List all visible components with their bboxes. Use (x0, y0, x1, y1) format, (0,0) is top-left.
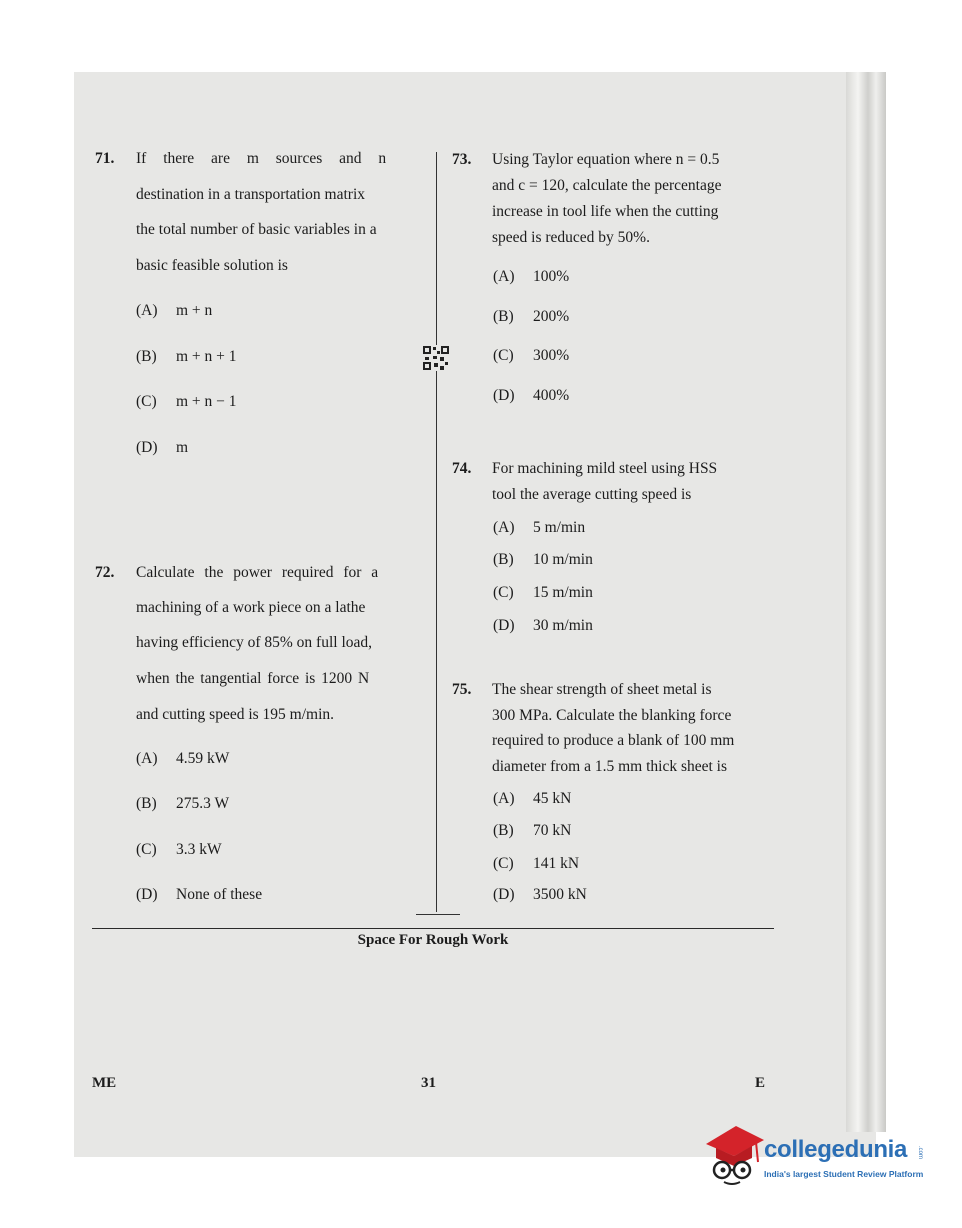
question-text-line: tool the average cutting speed is (492, 486, 692, 503)
logo-domain-suffix: .com (917, 1146, 923, 1160)
option-c[interactable] (136, 393, 237, 411)
option-text: 300% (533, 347, 570, 364)
option-text: 200% (533, 308, 570, 325)
option-label: (D) (493, 886, 515, 903)
question-text-line: For machining mild steel using HSS (492, 460, 718, 477)
option-text: 100% (533, 268, 570, 285)
option-text: 45 kN (533, 790, 572, 807)
option-text: m + n + 1 (176, 348, 237, 365)
logo-tagline: India's largest Student Review Platform (764, 1169, 924, 1179)
option-a[interactable] (493, 268, 569, 286)
question-text-line: destination in a transportation matrix (136, 186, 366, 203)
footer-series-code: E (755, 1075, 766, 1091)
option-label: (A) (493, 268, 515, 285)
question-text-line: basic feasible solution is (136, 257, 288, 274)
option-text: 275.3 W (176, 795, 230, 812)
footer-subject-code: ME (92, 1075, 117, 1091)
question-text-line: Calculate the power required for a (136, 564, 379, 581)
column-divider (436, 152, 437, 912)
option-text: 70 kN (533, 822, 572, 839)
question-number: 71. (95, 150, 115, 167)
option-label: (B) (136, 348, 157, 365)
option-text: 3500 kN (533, 886, 587, 903)
option-b[interactable] (493, 822, 571, 840)
question-text-line: and c = 120, calculate the percentage (492, 177, 722, 194)
question-text-line: diameter from a 1.5 mm thick sheet is (492, 758, 728, 775)
page-edge-shadow (846, 72, 886, 1132)
page-number: 31 (421, 1075, 436, 1091)
collegedunia-logo[interactable] (700, 1122, 940, 1192)
option-label: (C) (493, 347, 514, 364)
graduation-cap-owl-icon (702, 1122, 764, 1188)
option-label: (C) (136, 841, 157, 858)
question-number: 74. (452, 460, 472, 477)
option-c[interactable] (493, 855, 579, 873)
question-text-line: machining of a work piece on a lathe (136, 599, 366, 616)
option-b[interactable] (493, 308, 569, 326)
question-number: 75. (452, 681, 472, 698)
option-label: (C) (136, 393, 157, 410)
option-label: (B) (493, 308, 514, 325)
option-c[interactable] (493, 584, 593, 602)
option-label: (C) (493, 584, 514, 601)
option-text: 15 m/min (533, 584, 593, 601)
option-label: (D) (493, 617, 515, 634)
option-label: (B) (493, 551, 514, 568)
option-text: 10 m/min (533, 551, 593, 568)
question-text-line: required to produce a blank of 100 mm (492, 732, 735, 749)
option-text: 141 kN (533, 855, 580, 872)
question-text-line: increase in tool life when the cutting (492, 203, 719, 220)
option-label: (A) (493, 519, 515, 536)
option-text: 4.59 kW (176, 750, 230, 767)
option-a[interactable] (493, 519, 585, 537)
option-label: (B) (136, 795, 157, 812)
option-d[interactable] (493, 617, 593, 635)
option-c[interactable] (493, 347, 569, 365)
option-b[interactable] (136, 348, 237, 366)
question-text-line: Using Taylor equation where n = 0.5 (492, 151, 720, 168)
option-a[interactable] (493, 790, 571, 808)
question-text-line: the total number of basic variables in a (136, 221, 377, 238)
question-text-line: and cutting speed is 195 m/min. (136, 706, 335, 723)
option-label: (B) (493, 822, 514, 839)
question-number: 72. (95, 564, 115, 581)
option-label: (D) (493, 387, 515, 404)
option-text: 5 m/min (533, 519, 586, 536)
option-label: (D) (136, 439, 158, 456)
question-text-line: If there are m sources and n (136, 150, 387, 167)
question-text-line: The shear strength of sheet metal is (492, 681, 712, 698)
option-b[interactable] (136, 795, 229, 813)
question-text-line: when the tangential force is 1200 N (136, 670, 370, 687)
option-a[interactable] (136, 302, 212, 320)
option-text: 30 m/min (533, 617, 593, 634)
option-text: m + n (176, 302, 213, 319)
qr-code-icon (422, 345, 450, 371)
option-d[interactable] (136, 886, 262, 904)
column-divider-foot (416, 914, 460, 915)
question-text-line: having efficiency of 85% on full load, (136, 634, 373, 651)
question-text-line: 300 MPa. Calculate the blanking force (492, 707, 732, 724)
question-number: 73. (452, 151, 472, 168)
option-label: (A) (136, 302, 158, 319)
option-text: 3.3 kW (176, 841, 222, 858)
option-d[interactable] (136, 439, 188, 457)
option-label: (A) (136, 750, 158, 767)
option-a[interactable] (136, 750, 229, 768)
option-text: m (176, 439, 189, 456)
option-label: (A) (493, 790, 515, 807)
option-d[interactable] (493, 886, 587, 904)
option-label: (D) (136, 886, 158, 903)
option-label: (C) (493, 855, 514, 872)
rough-work-label: Space For Rough Work (357, 932, 509, 948)
option-b[interactable] (493, 551, 593, 569)
rough-work-rule (92, 928, 774, 929)
logo-wordmark: collegedunia (764, 1136, 908, 1163)
option-text: 400% (533, 387, 570, 404)
option-d[interactable] (493, 387, 569, 405)
option-c[interactable] (136, 841, 222, 859)
option-text: None of these (176, 886, 263, 903)
option-text: m + n − 1 (176, 393, 237, 410)
question-text-line: speed is reduced by 50%. (492, 229, 650, 246)
